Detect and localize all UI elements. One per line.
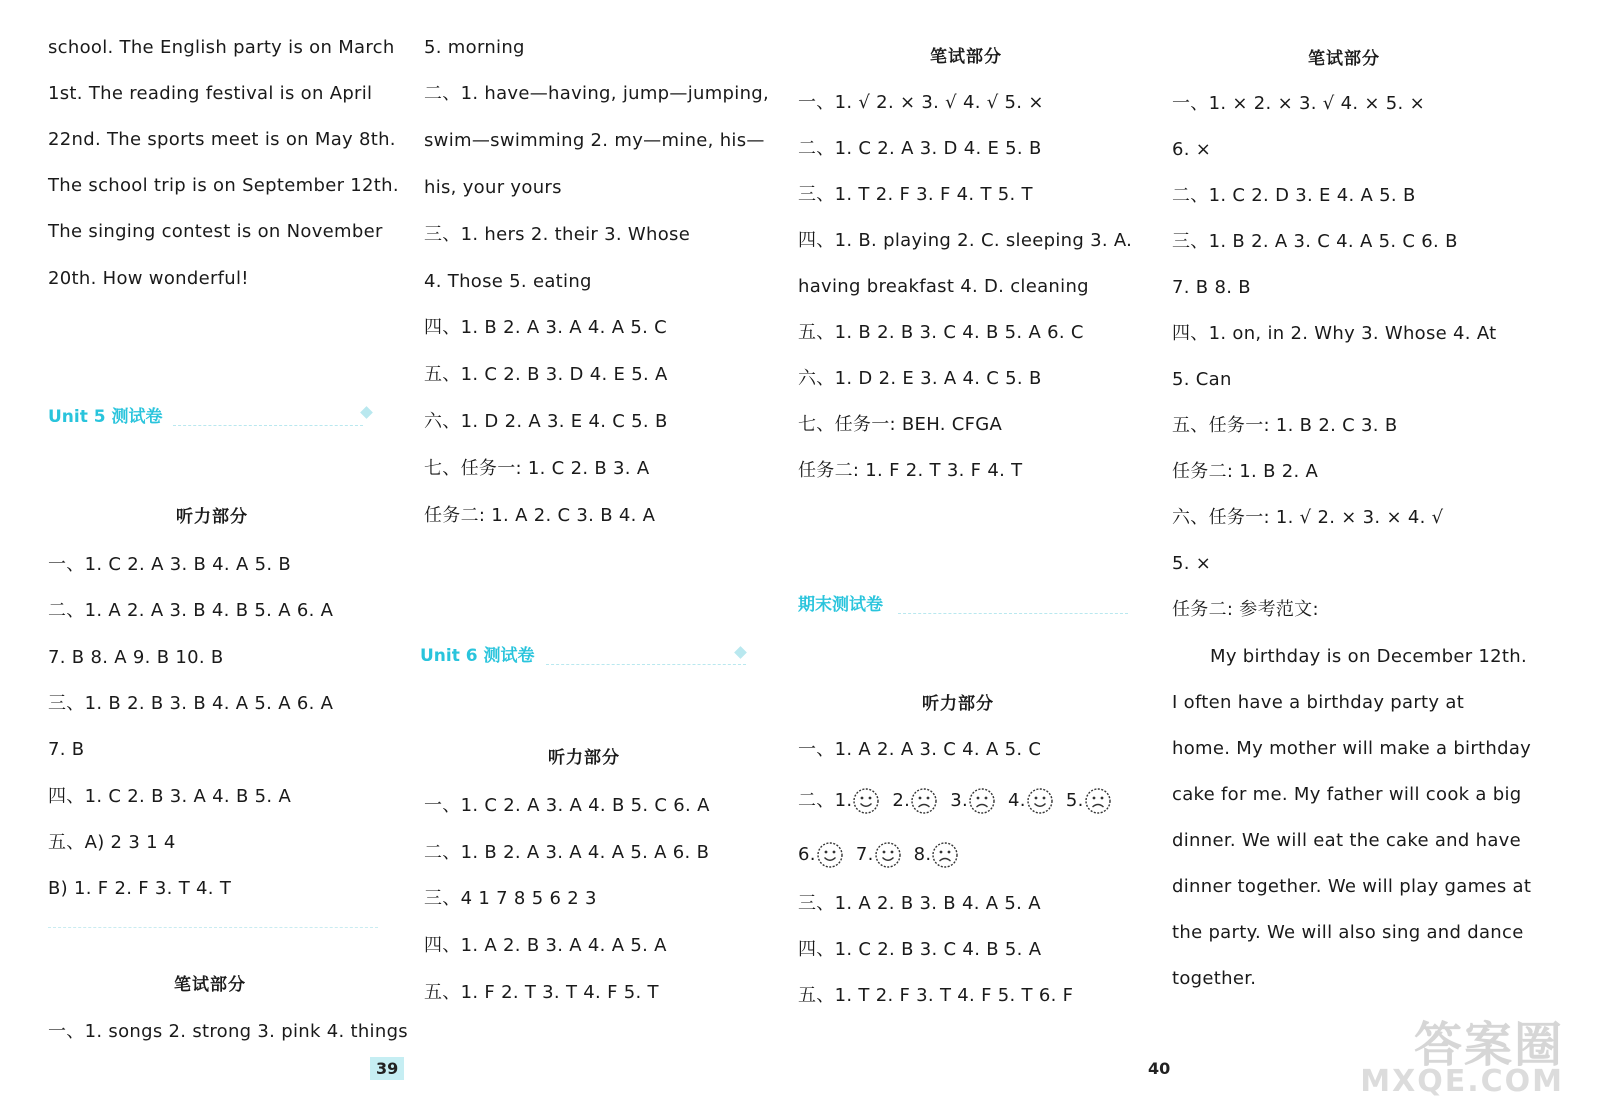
answer-line: having breakfast 4. D. cleaning xyxy=(798,276,1089,297)
answer-line: 五、A) 2 3 1 4 xyxy=(48,832,176,853)
sad-face-icon xyxy=(1084,787,1112,815)
essay-line: 22nd. The sports meet is on May 8th. xyxy=(48,129,396,150)
answer-line: 五、任务一: 1. B 2. C 3. B xyxy=(1172,415,1398,436)
answer-line: 5. × xyxy=(1172,553,1212,574)
answer-line: 4. Those 5. eating xyxy=(424,271,592,292)
answer-line: 五、1. F 2. T 3. T 4. F 5. T xyxy=(424,982,659,1003)
diamond-icon xyxy=(360,406,373,419)
essay-line: I often have a birthday party at xyxy=(1172,692,1465,713)
unit6-title: Unit 6 测试卷 xyxy=(420,646,535,666)
essay-line: the party. We will also sing and dance xyxy=(1172,922,1524,943)
answer-line: 二、1. C 2. D 3. E 4. A 5. B xyxy=(1172,185,1416,206)
face-number: 8. xyxy=(913,844,932,865)
answer-line: 任务二: 1. F 2. T 3. F 4. T xyxy=(798,460,1023,481)
listening-heading: 听力部分 xyxy=(548,748,620,768)
unit5-title: Unit 5 测试卷 xyxy=(48,407,163,427)
answer-line: 四、1. C 2. B 3. C 4. B 5. A xyxy=(798,939,1042,960)
happy-face-icon xyxy=(816,841,844,869)
answer-line: 任务二: 1. B 2. A xyxy=(1172,461,1319,482)
answer-line: 三、4 1 7 8 5 6 2 3 xyxy=(424,888,597,909)
faces-answer-row xyxy=(798,784,1118,818)
faces-answer-row xyxy=(798,838,965,872)
answer-line: 三、1. B 2. A 3. C 4. A 5. C 6. B xyxy=(1172,231,1458,252)
answer-line: 7. B 8. B xyxy=(1172,277,1251,298)
essay-line: The singing contest is on November xyxy=(48,221,383,242)
answer-line: 七、任务一: 1. C 2. B 3. A xyxy=(424,458,650,479)
answer-line: 二、1. C 2. A 3. D 4. E 5. B xyxy=(798,138,1042,159)
answer-line: 六、任务一: 1. √ 2. × 3. × 4. √ xyxy=(1172,507,1444,528)
face-number: 5. xyxy=(1065,790,1084,811)
watermark-logo xyxy=(1360,1006,1564,1106)
essay-line: 20th. How wonderful! xyxy=(48,268,249,289)
written-heading: 笔试部分 xyxy=(930,47,1002,67)
answer-line: 一、1. × 2. × 3. √ 4. × 5. × xyxy=(1172,93,1425,114)
listening-heading: 听力部分 xyxy=(922,694,994,714)
happy-face-icon xyxy=(852,787,880,815)
answer-line: 六、1. D 2. A 3. E 4. C 5. B xyxy=(424,411,668,432)
sad-face-icon xyxy=(968,787,996,815)
answer-line: 7. B xyxy=(48,739,85,760)
answer-line: 一、1. C 2. A 3. B 4. A 5. B xyxy=(48,554,292,575)
essay-line: The school trip is on September 12th. xyxy=(48,175,399,196)
answer-line: 四、1. B. playing 2. C. sleeping 3. A. xyxy=(798,230,1133,251)
face-number: 6. xyxy=(798,844,816,865)
answer-line: 三、1. A 2. B 3. B 4. A 5. A xyxy=(798,893,1041,914)
watermark-text: 答案圈 xyxy=(1413,1017,1564,1073)
answer-line: 四、1. A 2. B 3. A 4. A 5. A xyxy=(424,935,667,956)
page-number-left: 39 xyxy=(370,1057,404,1080)
answer-line: 一、1. √ 2. × 3. √ 4. √ 5. × xyxy=(798,92,1044,113)
answer-line: 5. Can xyxy=(1172,369,1232,390)
answer-line: 七、任务一: BEH. CFGA xyxy=(798,414,1003,435)
happy-face-icon xyxy=(1026,787,1054,815)
sad-face-icon xyxy=(931,841,959,869)
face-number: 3. xyxy=(950,790,969,811)
essay-line: My birthday is on December 12th. xyxy=(1210,646,1528,667)
answer-line: 6. × xyxy=(1172,139,1212,160)
answer-line: 三、1. hers 2. their 3. Whose xyxy=(424,224,691,245)
answer-line: 六、1. D 2. E 3. A 4. C 5. B xyxy=(798,368,1042,389)
section-divider xyxy=(898,613,1128,614)
answer-line: 任务二: 参考范文: xyxy=(1172,599,1319,620)
face-number: 7. xyxy=(855,844,874,865)
answer-line: his, your yours xyxy=(424,177,562,198)
answer-line: 二、1. have—having, jump—jumping, xyxy=(424,83,770,104)
face-number: 4. xyxy=(1008,790,1026,811)
answer-line: 四、1. B 2. A 3. A 4. A 5. C xyxy=(424,317,668,338)
essay-line: 1st. The reading festival is on April xyxy=(48,83,373,104)
answer-line: 一、1. songs 2. strong 3. pink 4. things xyxy=(48,1021,408,1042)
final-exam-title: 期末测试卷 xyxy=(798,595,883,615)
question-prefix: 二、 xyxy=(798,790,835,811)
answer-line: 三、1. B 2. B 3. B 4. A 5. A 6. A xyxy=(48,693,334,714)
essay-line: home. My mother will make a birthday xyxy=(1172,738,1532,759)
answer-line: 五、1. C 2. B 3. D 4. E 5. A xyxy=(424,364,668,385)
answer-line: 三、1. T 2. F 3. F 4. T 5. T xyxy=(798,184,1033,205)
face-number: 1. xyxy=(834,790,853,811)
answer-line: swim—swimming 2. my—mine, his— xyxy=(424,130,765,151)
listening-heading: 听力部分 xyxy=(176,507,248,527)
sad-face-icon xyxy=(910,787,938,815)
essay-line: cake for me. My father will cook a big xyxy=(1172,784,1522,805)
answer-line: 一、1. C 2. A 3. A 4. B 5. C 6. A xyxy=(424,795,710,816)
answer-line: 7. B 8. A 9. B 10. B xyxy=(48,647,224,668)
answer-line: 一、1. A 2. A 3. C 4. A 5. C xyxy=(798,739,1042,760)
answer-line: 二、1. B 2. A 3. A 4. A 5. A 6. B xyxy=(424,842,710,863)
section-divider xyxy=(546,664,746,665)
answer-line: 二、1. A 2. A 3. B 4. B 5. A 6. A xyxy=(48,600,334,621)
answer-line: 任务二: 1. A 2. C 3. B 4. A xyxy=(424,505,656,526)
section-divider xyxy=(173,425,363,426)
answer-line: 四、1. C 2. B 3. A 4. B 5. A xyxy=(48,786,292,807)
answer-line: 五、1. B 2. B 3. C 4. B 5. A 6. C xyxy=(798,322,1084,343)
answer-line: 5. morning xyxy=(424,37,525,58)
section-divider xyxy=(48,927,378,928)
answer-line: 四、1. on, in 2. Why 3. Whose 4. At xyxy=(1172,323,1497,344)
essay-line: school. The English party is on March xyxy=(48,37,395,58)
face-number: 2. xyxy=(892,790,911,811)
answer-line: 五、1. T 2. F 3. T 4. F 5. T 6. F xyxy=(798,985,1074,1006)
answer-line: B) 1. F 2. F 3. T 4. T xyxy=(48,878,232,899)
essay-line: together. xyxy=(1172,968,1257,989)
diamond-icon xyxy=(734,646,747,659)
watermark-url: MXQE.COM xyxy=(1360,1064,1564,1099)
written-heading: 笔试部分 xyxy=(1308,49,1380,69)
happy-face-icon xyxy=(874,841,902,869)
written-heading: 笔试部分 xyxy=(174,975,246,995)
essay-line: dinner. We will eat the cake and have xyxy=(1172,830,1521,851)
page-number-right: 40 xyxy=(1148,1059,1171,1078)
essay-line: dinner together. We will play games at xyxy=(1172,876,1532,897)
